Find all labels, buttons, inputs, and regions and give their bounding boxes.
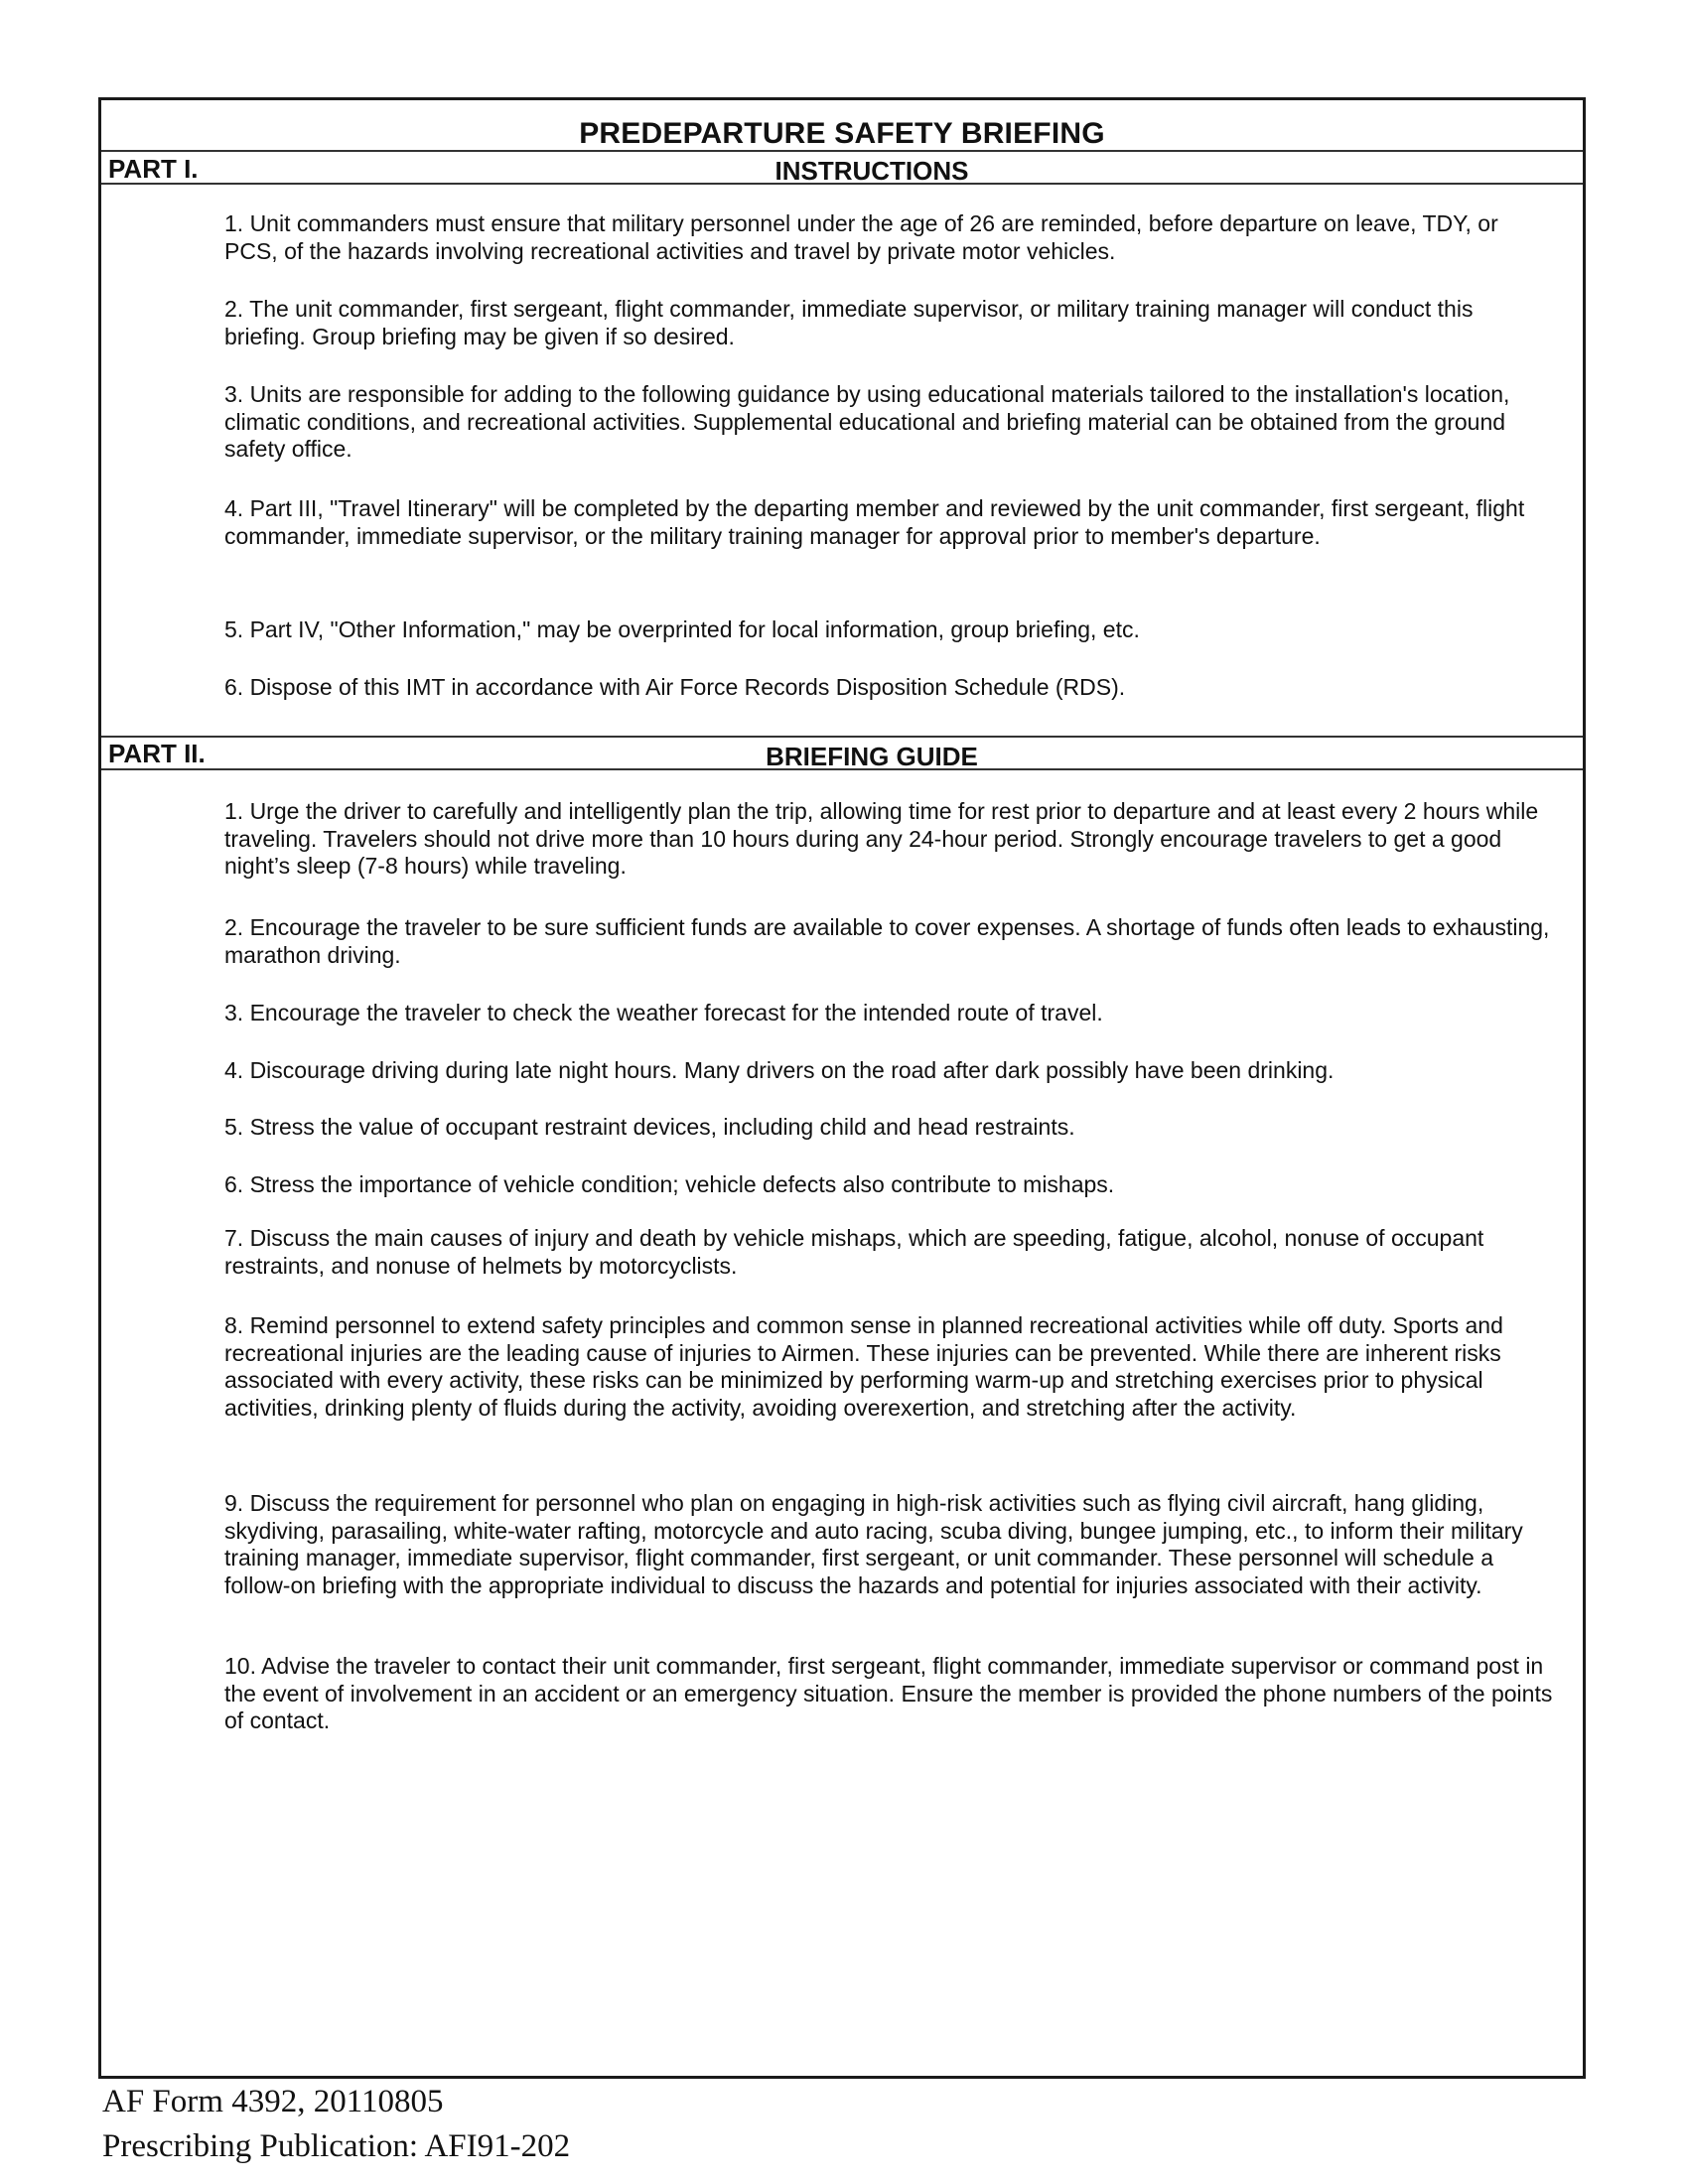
part2-item-10: 10. Advise the traveler to contact their unit commander, first sergeant, flight commander, immediate supervisor or command post in the event of involvement in an accident or an emergency situation. Ensure the member is provided the phone numbers of the points of contact. bbox=[224, 1653, 1553, 1733]
part1-item-2: 2. The unit commander, first sergeant, flight commander, immediate supervisor, or military training manager will conduct this briefing. Group briefing may be given if so desired. bbox=[224, 296, 1474, 349]
form-number: AF Form 4392, 20110805 bbox=[102, 2084, 444, 2119]
part1-item-5: 5. Part IV, "Other Information," may be overprinted for local information, group briefing, etc. bbox=[224, 616, 1140, 642]
part2-label: PART II. bbox=[108, 739, 206, 768]
divider bbox=[101, 150, 1583, 152]
part1-item-4: 4. Part III, "Travel Itinerary" will be completed by the departing member and reviewed by the unit commander, first sergeant, flight commander, immediate supervisor, or the military training manager for approval prior to member's departure. bbox=[224, 495, 1525, 549]
part2-item-3: 3. Encourage the traveler to check the weather forecast for the intended route of travel. bbox=[224, 1000, 1103, 1025]
divider bbox=[101, 183, 1583, 185]
part2-heading: BRIEFING GUIDE bbox=[766, 742, 978, 771]
part2-item-4: 4. Discourage driving during late night hours. Many drivers on the road after dark possibly have been drinking. bbox=[224, 1057, 1335, 1083]
part2-item-1: 1. Urge the driver to carefully and intelligently plan the trip, allowing time for rest prior to departure and at least every 2 hours while traveling. Travelers should not drive more than 10 hours during any 24-hour period. Strongly encourage travelers to get a good night’s sleep (7-8 hours) while traveling. bbox=[224, 798, 1539, 879]
part1-label: PART I. bbox=[108, 154, 199, 184]
part2-item-8: 8. Remind personnel to extend safety principles and common sense in planned recreational activities while off duty. Sports and recreational injuries are the leading cause of injuries to Airmen. These injuries can be prevented. While there are inherent risks associated with every activity, these risks can be minimized by performing warm-up and stretching exercises prior to physical activities, drinking plenty of fluids during the activity, avoiding overexertion, and stretching after the activity. bbox=[224, 1312, 1503, 1421]
part1-item-6: 6. Dispose of this IMT in accordance with Air Force Records Disposition Schedule (RDS). bbox=[224, 674, 1126, 700]
part1-item-1: 1. Unit commanders must ensure that military personnel under the age of 26 are reminded, before departure on leave, TDY, or PCS, of the hazards involving recreational activities and travel by private motor vehicles. bbox=[224, 210, 1498, 264]
part2-item-2: 2. Encourage the traveler to be sure sufficient funds are available to cover expenses. A shortage of funds often leads to exhausting, marathon driving. bbox=[224, 914, 1550, 968]
divider bbox=[101, 736, 1583, 738]
form-frame bbox=[98, 97, 1586, 2079]
part1-heading: INSTRUCTIONS bbox=[774, 156, 969, 186]
part2-item-5: 5. Stress the value of occupant restraint devices, including child and head restraints. bbox=[224, 1114, 1075, 1140]
prescribing-publication: Prescribing Publication: AFI91-202 bbox=[102, 2128, 571, 2164]
divider bbox=[101, 768, 1583, 770]
part2-item-9: 9. Discuss the requirement for personnel who plan on engaging in high-risk activities such as flying civil aircraft, hang gliding, skydiving, parasailing, white-water rafting, motorcycle and auto racing, scuba diving, bungee jumping, etc., to inform their military training manager, immediate supervisor, flight commander, first sergeant, or unit commander. These personnel will schedule a follow-on briefing with the appropriate individual to discuss the hazards and potential for injuries associated with their activity. bbox=[224, 1490, 1523, 1598]
part1-item-3: 3. Units are responsible for adding to the following guidance by using educational materials tailored to the installation's location, climatic conditions, and recreational activities. Supplemental educational and briefing material can be obtained from the ground safety office. bbox=[224, 381, 1510, 462]
form-title: PREDEPARTURE SAFETY BRIEFING bbox=[579, 117, 1105, 150]
part2-item-6: 6. Stress the importance of vehicle condition; vehicle defects also contribute to mishaps. bbox=[224, 1171, 1115, 1197]
part2-item-7: 7. Discuss the main causes of injury and death by vehicle mishaps, which are speeding, fatigue, alcohol, nonuse of occupant restraints, and nonuse of helmets by motorcyclists. bbox=[224, 1225, 1484, 1279]
